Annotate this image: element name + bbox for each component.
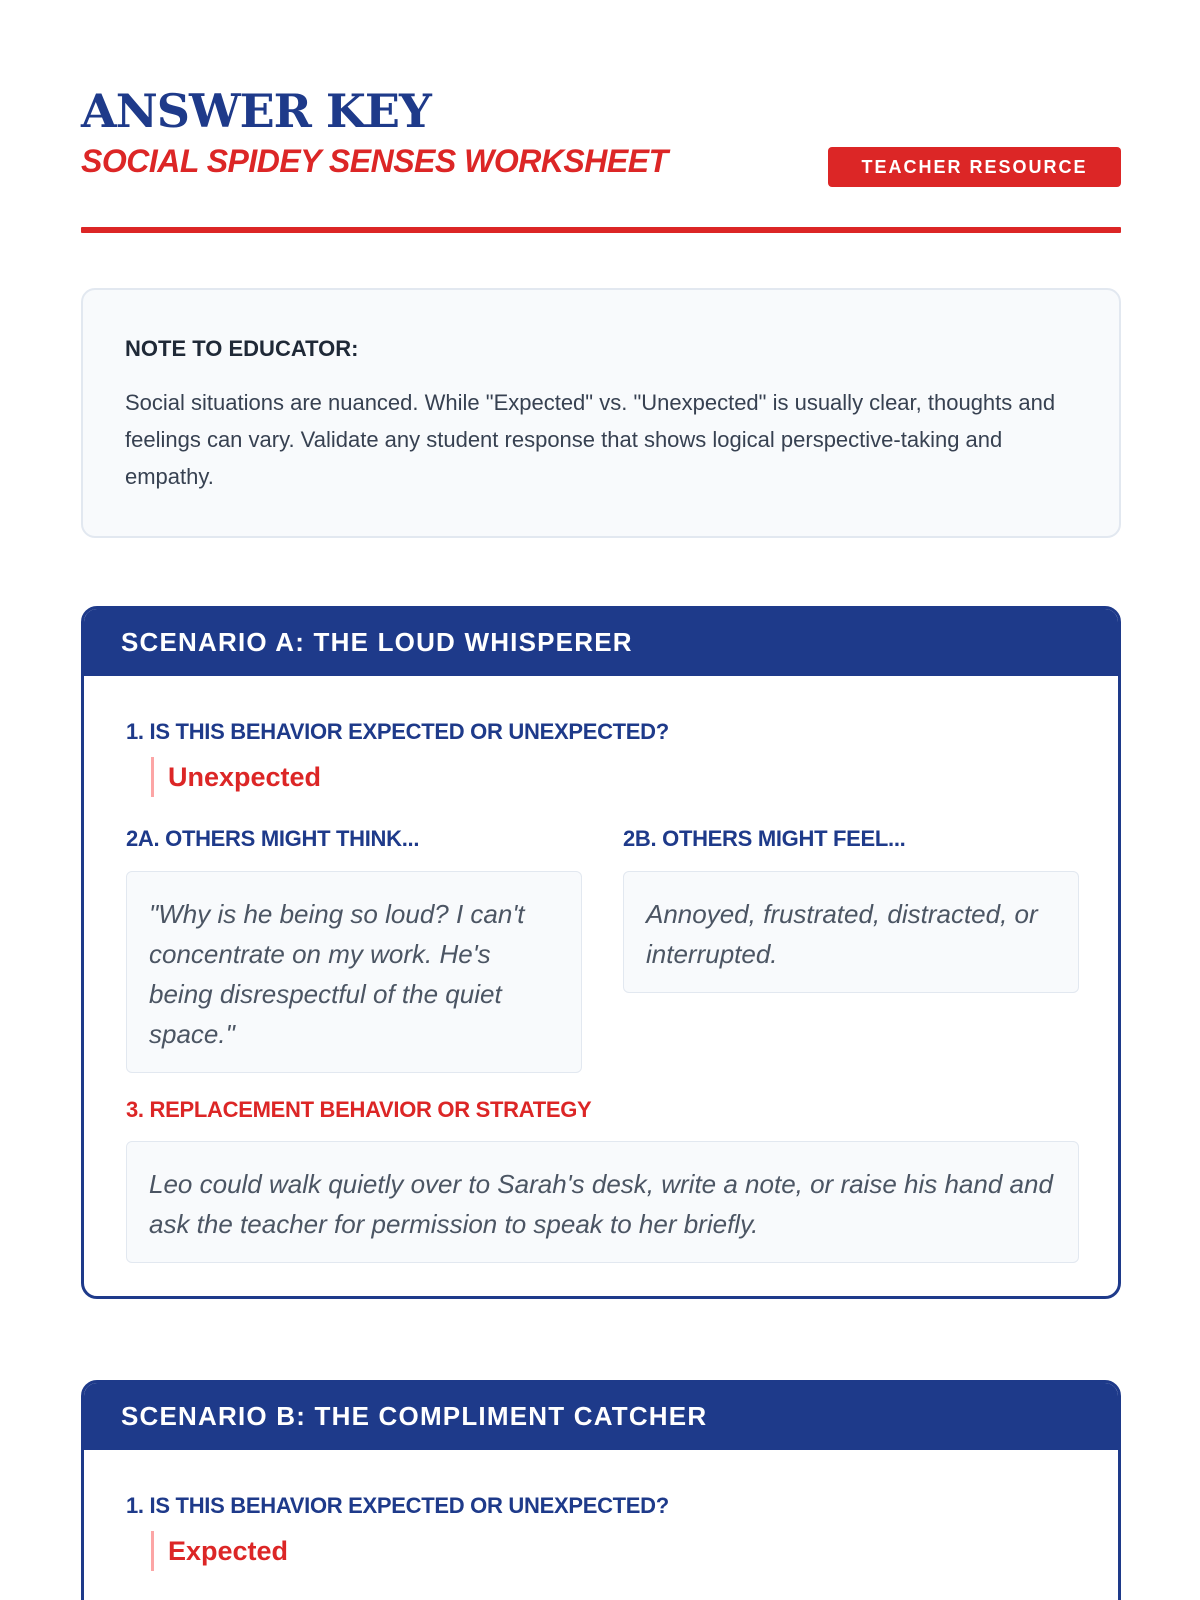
question-2a-label: 2A. OTHERS MIGHT THINK... (126, 826, 420, 851)
scenario-title: SCENARIO A: THE LOUD WHISPERER (84, 609, 1118, 676)
educator-note-body: Social situations are nuanced. While "Expected" vs. "Unexpected" is usually clear, thoughts and feelings can vary. Validate any student response that shows logical perspective-taking and empathy. (125, 390, 1056, 489)
scenario-title: SCENARIO B: THE COMPLIMENT CATCHER (84, 1383, 1118, 1450)
educator-note (81, 288, 1121, 538)
question-3-answer: Leo could walk quietly over to Sarah's desk, write a note, or raise his hand and ask the teacher for permission to speak to her briefly. (126, 1141, 1079, 1263)
page-title: ANSWER KEY (81, 84, 431, 138)
question-1-answer: Unexpected (151, 757, 321, 797)
scenario-card (81, 606, 1121, 1299)
teacher-resource-badge: TEACHER RESOURCE (828, 147, 1121, 187)
page-subtitle: SOCIAL SPIDEY SENSES WORKSHEET (81, 143, 668, 179)
question-2a-answer: "Why is he being so loud? I can't concentrate on my work. He's being disrespectful of the quiet space." (126, 871, 582, 1073)
worksheet-page (81, 0, 1121, 1566)
question-1-answer: Expected (151, 1531, 288, 1571)
question-2b-label: 2B. OTHERS MIGHT FEEL... (623, 826, 906, 851)
question-1-label: 1. IS THIS BEHAVIOR EXPECTED OR UNEXPECTED? (126, 1493, 669, 1518)
educator-note-title: NOTE TO EDUCATOR: (125, 336, 359, 361)
header (81, 0, 1121, 234)
question-2b-answer: Annoyed, frustrated, distracted, or interrupted. (623, 871, 1079, 993)
question-1-label: 1. IS THIS BEHAVIOR EXPECTED OR UNEXPECTED? (126, 719, 669, 744)
scenario-card (81, 1380, 1121, 1600)
question-3-label: 3. REPLACEMENT BEHAVIOR OR STRATEGY (126, 1097, 592, 1122)
header-divider (81, 227, 1121, 233)
